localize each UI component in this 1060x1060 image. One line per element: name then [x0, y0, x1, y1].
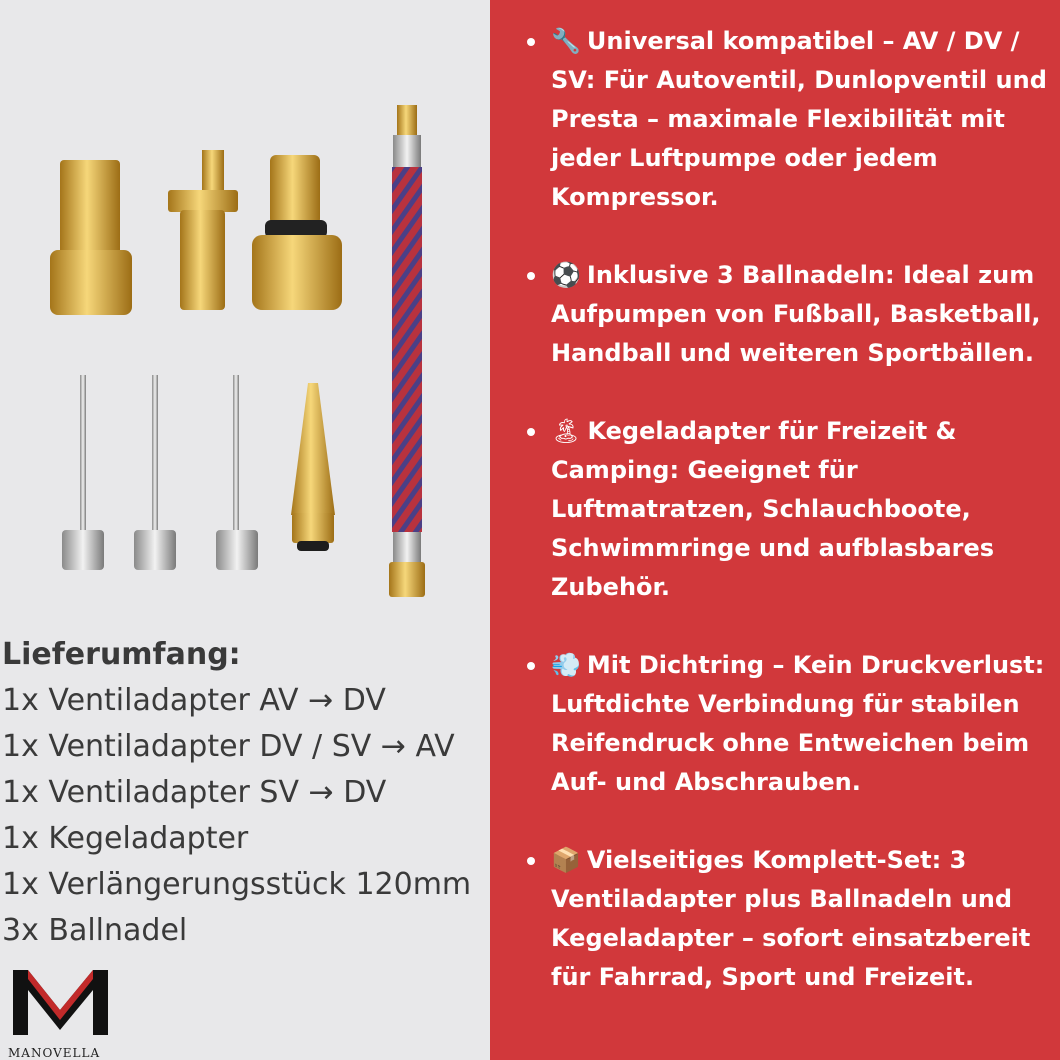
- extension-hose: [389, 105, 425, 597]
- feature-text: Universal kompatibel – AV / DV / SV: Für Autoventil, Dunlopventil und Presta – maximale Flexibilität mit jeder Luftpumpe oder jedem Kompressor.: [551, 27, 1047, 211]
- contents-heading: Lieferumfang:: [2, 637, 241, 672]
- cone-adapter: [291, 383, 335, 551]
- feature-list: [527, 22, 1057, 1036]
- contents-item: 3x Ballnadel: [2, 913, 188, 948]
- brand-logo: [8, 965, 113, 1040]
- product-image: [30, 95, 430, 605]
- feature-text: Mit Dichtring – Kein Druckverlust: Luftdichte Verbindung für stabilen Reifendruck ohne Entweichen beim Auf- und Abschrauben.: [551, 651, 1045, 796]
- contents-item: 1x Ventiladapter AV → DV: [2, 683, 386, 718]
- valve-adapter-sv-dv: [252, 155, 342, 310]
- feature-text: Kegeladapter für Freizeit & Camping: Geeignet für Luftmatratzen, Schlauchboote, Schwimmringe und aufblasbares Zubehör.: [551, 417, 995, 601]
- delivery-contents: [2, 632, 471, 954]
- wrench-icon: 🔧: [551, 27, 581, 55]
- beach-icon: 🏝: [551, 417, 582, 445]
- feature-item: [527, 841, 1057, 997]
- valve-adapter-dv-sv-av: [168, 150, 238, 310]
- contents-item: 1x Ventiladapter DV / SV → AV: [2, 729, 455, 764]
- contents-item: 1x Ventiladapter SV → DV: [2, 775, 387, 810]
- ball-needle: [62, 375, 104, 570]
- package-icon: 📦: [551, 846, 581, 874]
- wind-icon: 💨: [551, 651, 581, 679]
- contents-item: 1x Verlängerungsstück 120mm: [2, 867, 472, 902]
- feature-text: Vielseitiges Komplett-Set: 3 Ventiladapter plus Ballnadeln und Kegeladapter – sofort einsatzbereit für Fahrrad, Sport und Freizeit.: [551, 846, 1031, 991]
- soccer-ball-icon: ⚽: [551, 261, 581, 289]
- feature-text: Inklusive 3 Ballnadeln: Ideal zum Aufpumpen von Fußball, Basketball, Handball und weiteren Sportbällen.: [551, 261, 1041, 367]
- ball-needle: [134, 375, 176, 570]
- contents-item: 1x Kegeladapter: [2, 821, 249, 856]
- feature-item: [527, 412, 1057, 607]
- feature-item: [527, 22, 1057, 217]
- ball-needle: [216, 375, 258, 570]
- left-panel: [0, 0, 490, 1060]
- valve-adapter-av-dv: [50, 160, 132, 315]
- brand-logo-text: MANOVELLA: [8, 1046, 101, 1060]
- feature-item: [527, 256, 1057, 373]
- feature-item: [527, 646, 1057, 802]
